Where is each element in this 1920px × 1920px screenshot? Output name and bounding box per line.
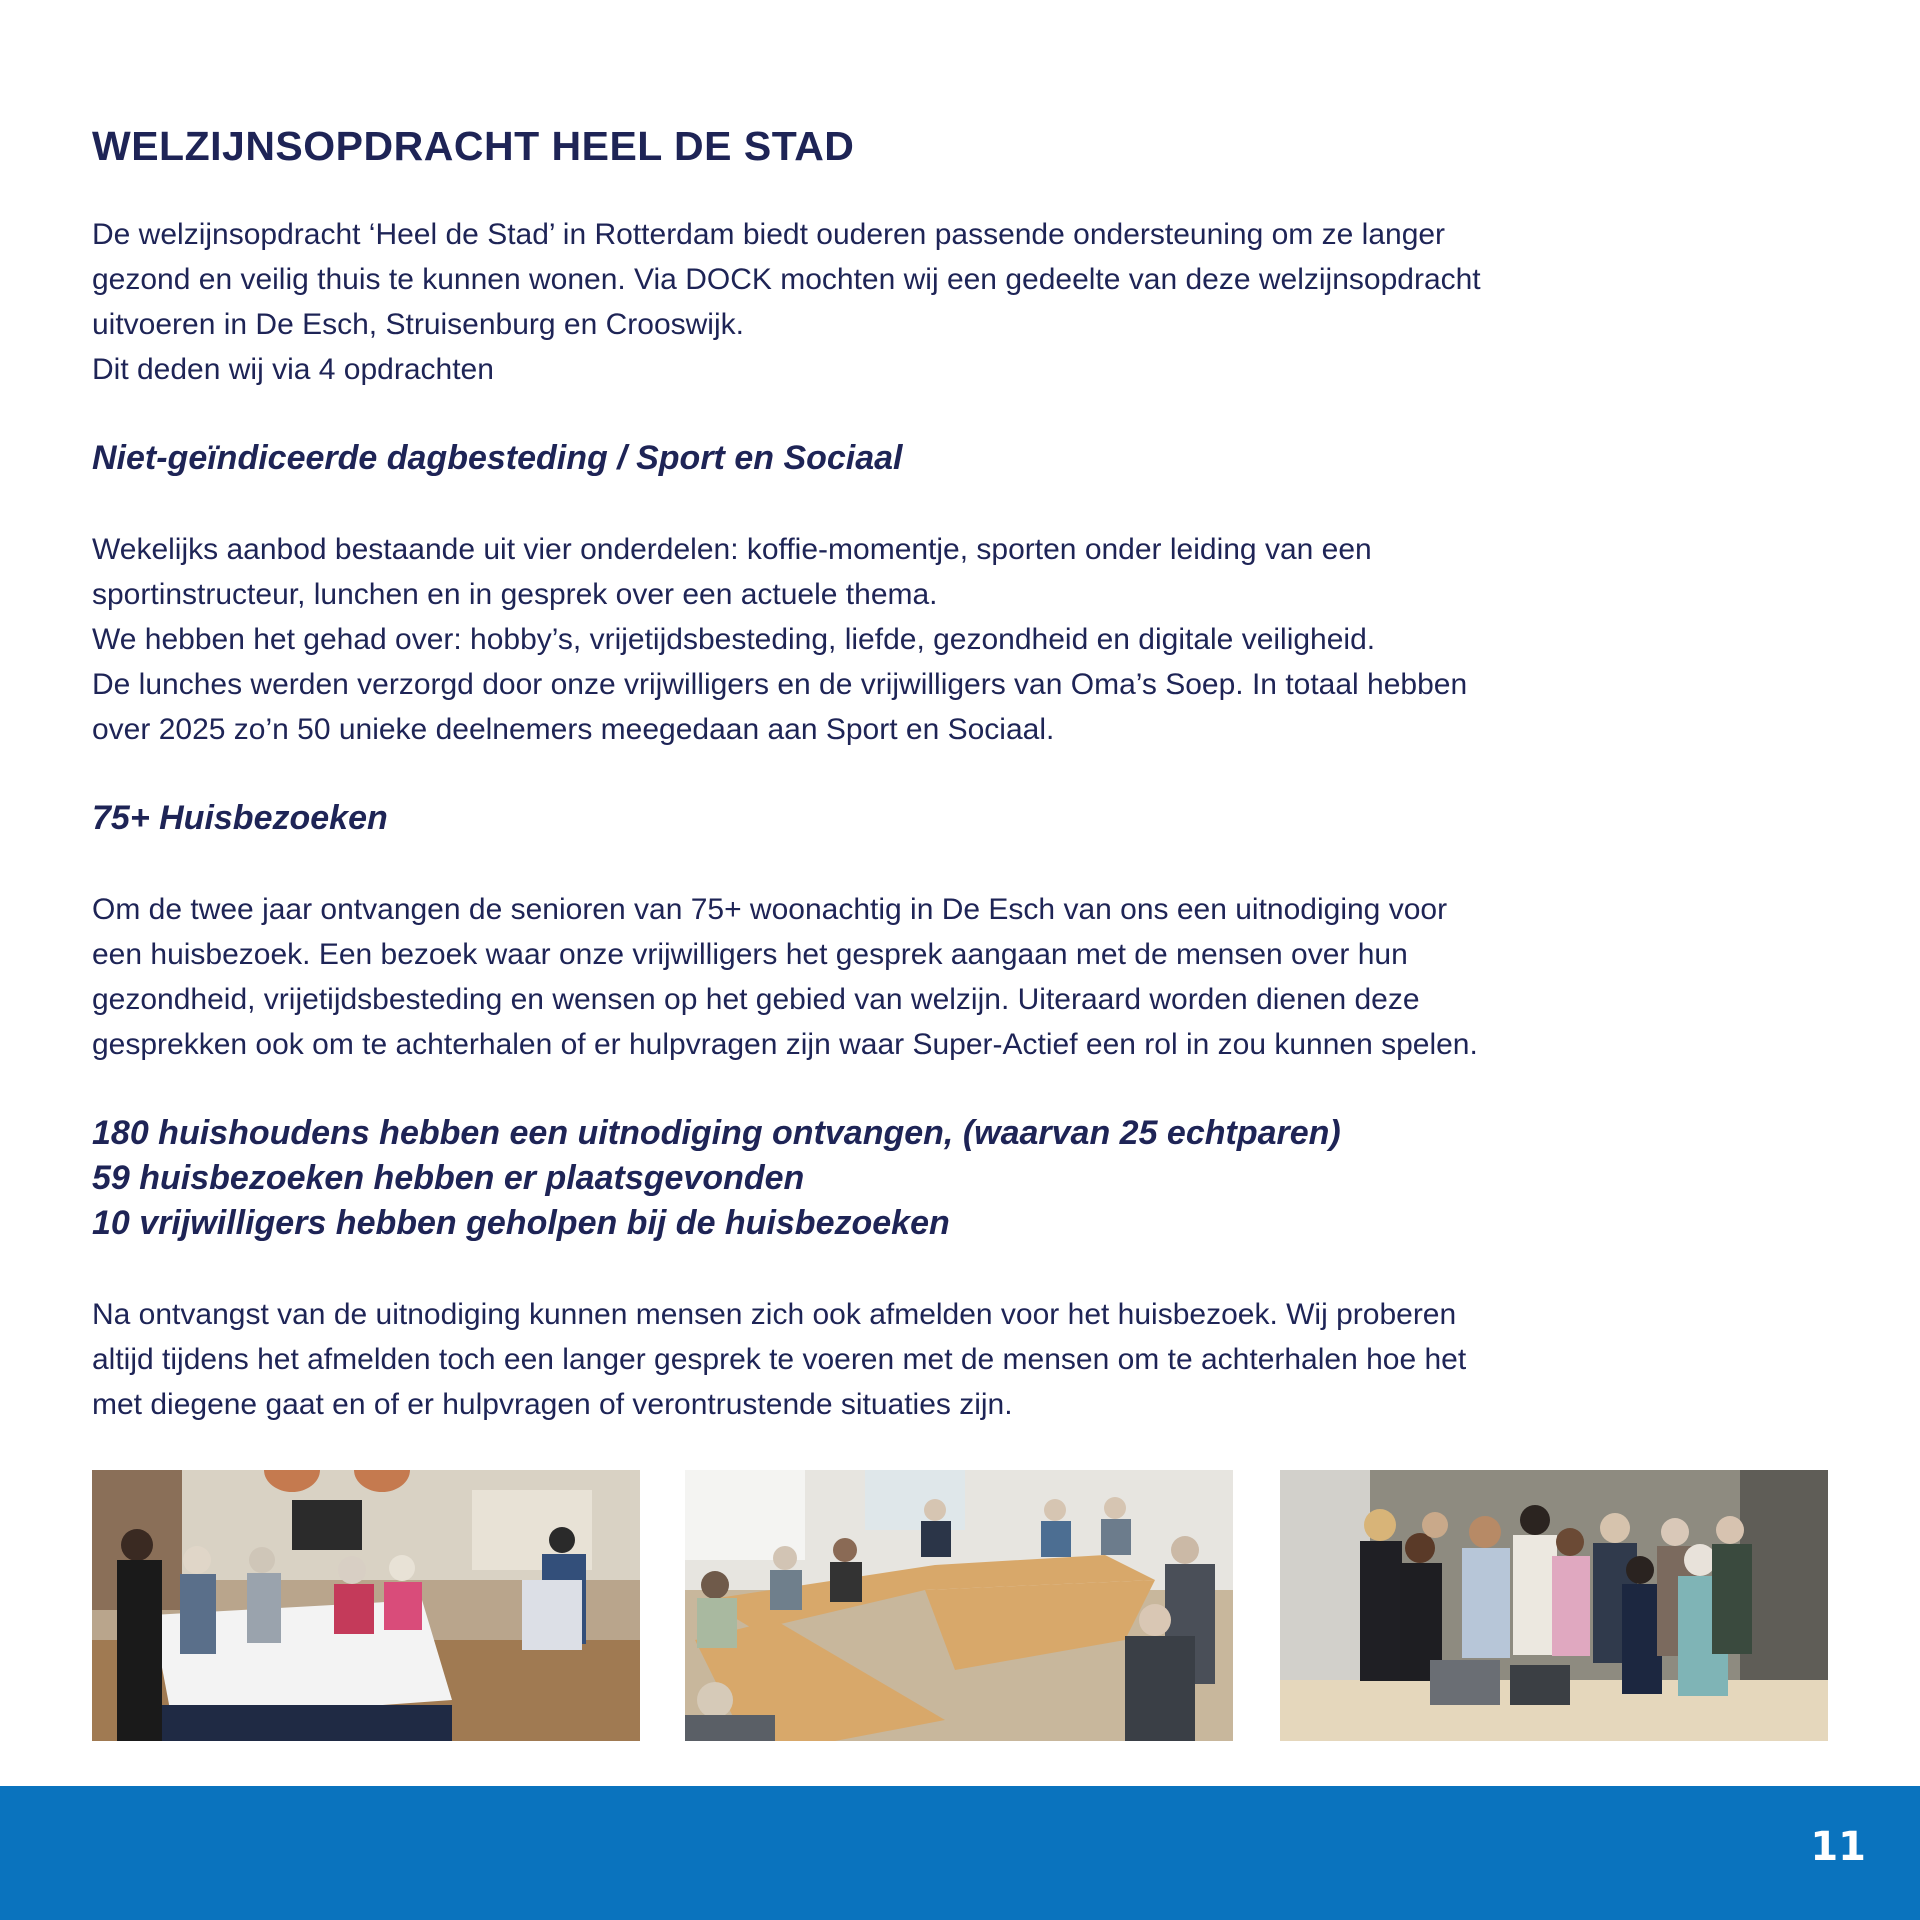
closing-paragraph (92, 1292, 1832, 1427)
paragraph-line: altijd tijdens het afmelden toch een langer gesprek te voeren met de mensen om te achterhalen hoe het (92, 1343, 1467, 1376)
paragraph-line: gesprekken ook om te achterhalen of er hulpvragen zijn waar Super-Actief een rol in zou kunnen spelen. (92, 1028, 1478, 1061)
photo-meeting-room (685, 1470, 1233, 1741)
stat-line: 10 vrijwilligers hebben geholpen bij de huisbezoeken (92, 1204, 950, 1242)
intro-line: Dit deden wij via 4 opdrachten (92, 353, 494, 386)
sport-en-sociaal-paragraph (92, 527, 1832, 752)
paragraph-line: gezondheid, vrijetijdsbesteding en wensen op het gebied van welzijn. Uiteraard worden dienen deze (92, 983, 1420, 1016)
photo-lunch-table (92, 1470, 640, 1741)
page-title: WELZIJNSOPDRACHT HEEL DE STAD (92, 123, 855, 169)
intro-line: gezond en veilig thuis te kunnen wonen. Via DOCK mochten wij een gedeelte van deze welzijnsopdracht (92, 263, 1481, 296)
huisbezoeken-paragraph (92, 887, 1832, 1067)
stat-line: 180 huishoudens hebben een uitnodiging ontvangen, (waarvan 25 echtparen) (92, 1114, 1341, 1152)
footer-bar (0, 1786, 1920, 1920)
paragraph-line: sportinstructeur, lunchen en in gesprek over een actuele thema. (92, 578, 938, 611)
paragraph-line: een huisbezoek. Een bezoek waar onze vrijwilligers het gesprek aangaan met de mensen over hun (92, 938, 1408, 971)
paragraph-line: De lunches werden verzorgd door onze vrijwilligers en de vrijwilligers van Oma’s Soep. In totaal hebben (92, 668, 1468, 701)
page-content (92, 120, 1832, 1427)
paragraph-line: We hebben het gehad over: hobby’s, vrijetijdsbesteding, liefde, gezondheid en digitale veiligheid. (92, 623, 1376, 656)
intro-line: uitvoeren in De Esch, Struisenburg en Crooswijk. (92, 308, 744, 341)
stat-line: 59 huisbezoeken hebben er plaatsgevonden (92, 1159, 805, 1197)
section-heading-huisbezoeken: 75+ Huisbezoeken (92, 799, 388, 837)
paragraph-line: over 2025 zo’n 50 unieke deelnemers meegedaan aan Sport en Sociaal. (92, 713, 1055, 746)
stats-block (92, 1111, 1832, 1246)
paragraph-line: met diegene gaat en of er hulpvragen of verontrustende situaties zijn. (92, 1388, 1013, 1421)
photo-strip (92, 1470, 1829, 1741)
intro-paragraph (92, 212, 1832, 392)
page-number: 11 (1810, 1824, 1866, 1870)
paragraph-line: Na ontvangst van de uitnodiging kunnen mensen zich ook afmelden voor het huisbezoek. Wij proberen (92, 1298, 1457, 1331)
photo-volunteer-group (1280, 1470, 1828, 1741)
paragraph-line: Wekelijks aanbod bestaande uit vier onderdelen: koffie-momentje, sporten onder leiding van een (92, 533, 1372, 566)
intro-line: De welzijnsopdracht ‘Heel de Stad’ in Rotterdam biedt ouderen passende ondersteuning om ze langer (92, 218, 1446, 251)
paragraph-line: Om de twee jaar ontvangen de senioren van 75+ woonachtig in De Esch van ons een uitnodiging voor (92, 893, 1448, 926)
section-heading-sport-en-sociaal: Niet-geïndiceerde dagbesteding / Sport en Sociaal (92, 439, 903, 477)
